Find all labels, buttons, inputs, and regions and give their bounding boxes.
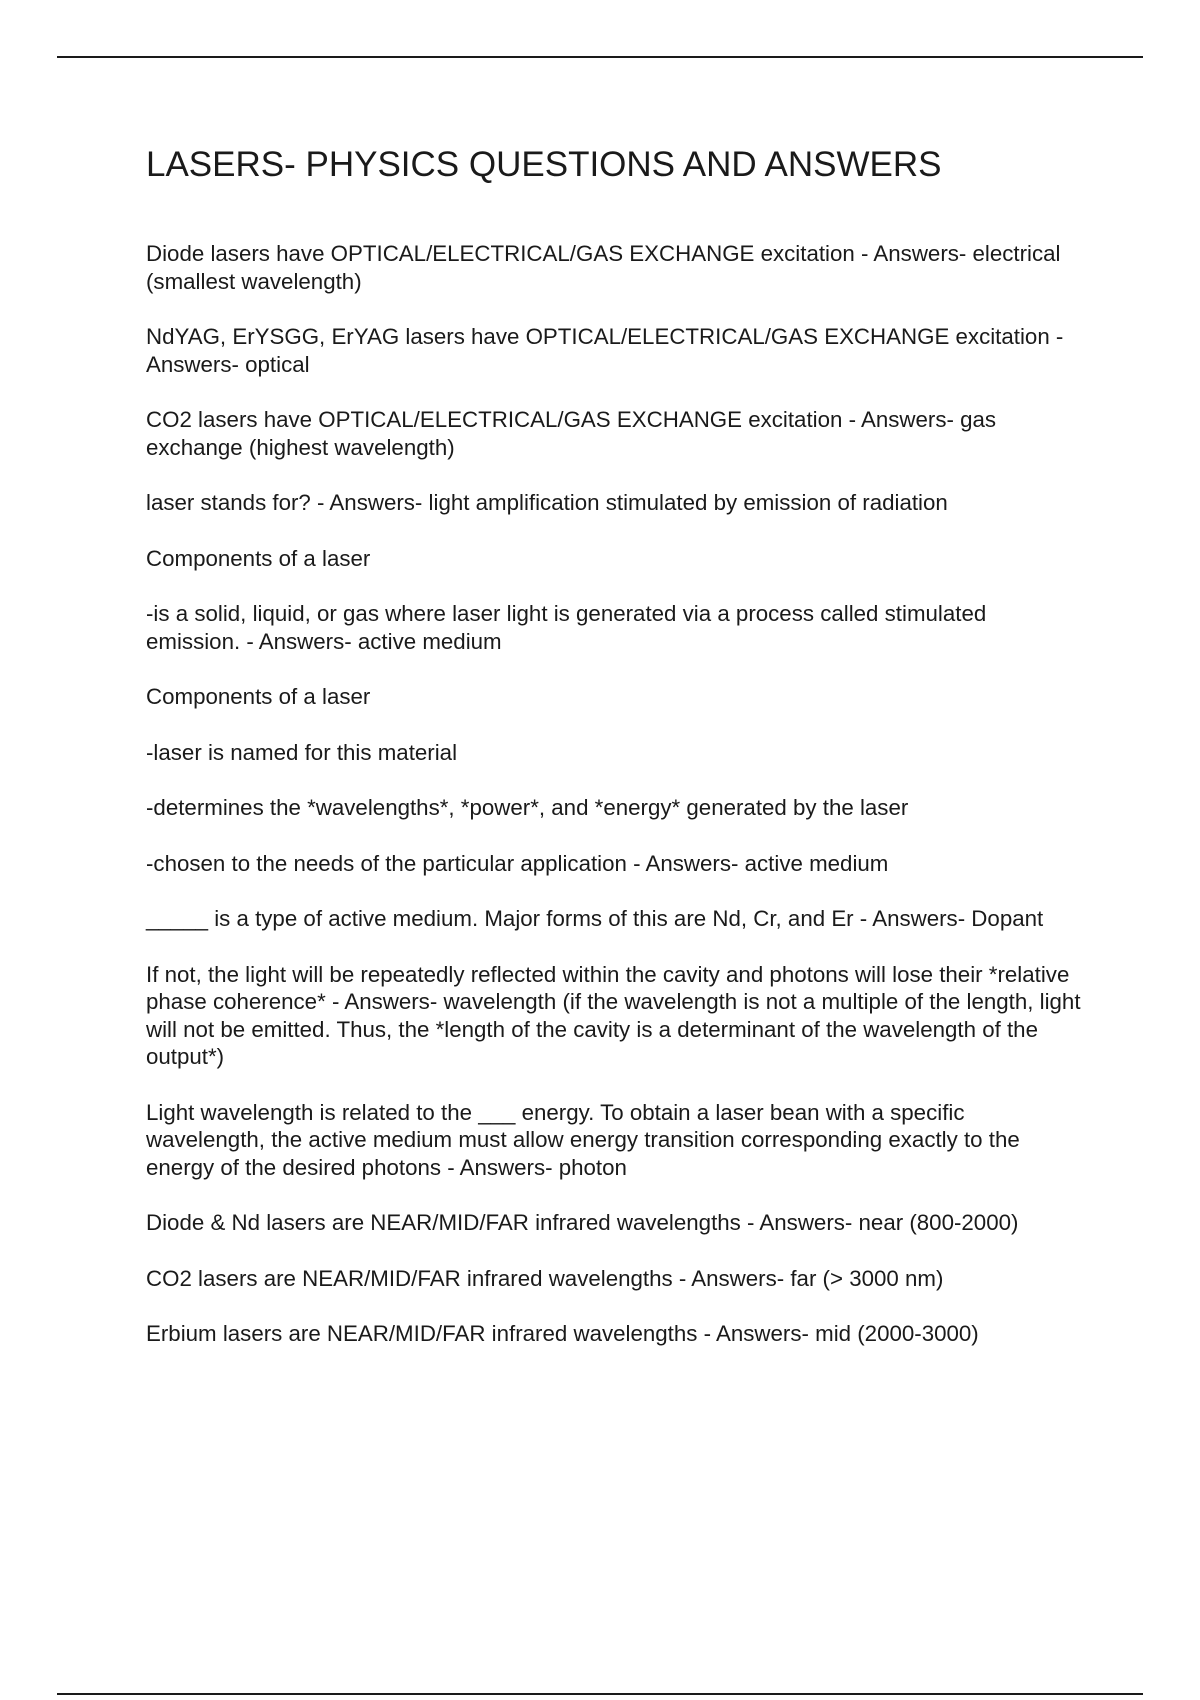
- qa-paragraph: Diode lasers have OPTICAL/ELECTRICAL/GAS EXCHANGE excitation - Answers- electrical (smallest wavelength): [146, 241, 1061, 294]
- qa-paragraph: _____ is a type of active medium. Major forms of this are Nd, Cr, and Er - Answers- Dopant: [146, 906, 1044, 931]
- qa-paragraph: -determines the *wavelengths*, *power*, and *energy* generated by the laser: [146, 795, 909, 820]
- qa-paragraph: -chosen to the needs of the particular application - Answers- active medium: [146, 850, 889, 876]
- qa-paragraph: Components of a laser: [146, 545, 371, 571]
- top-rule: [57, 56, 1143, 58]
- document-page: [146, 142, 1081, 1376]
- qa-paragraph: Components of a laser: [146, 684, 371, 709]
- qa-paragraph: NdYAG, ErYSGG, ErYAG lasers have OPTICAL/ELECTRICAL/GAS EXCHANGE excitation - Answers- optical: [146, 324, 1064, 377]
- qa-list: [146, 240, 1081, 1348]
- qa-paragraph: CO2 lasers have OPTICAL/ELECTRICAL/GAS EXCHANGE excitation - Answers- gas exchange (highest wavelength): [146, 407, 997, 460]
- qa-paragraph: If not, the light will be repeatedly reflected within the cavity and photons will lose their *relative phase coherence* - Answers- wavelength (if the wavelength is not a multiple of the length, light will not be emitted. Thus, the *length of the cavity is a determinant of the wavelength of the output*): [146, 961, 1081, 1069]
- qa-paragraph: Erbium lasers are NEAR/MID/FAR infrared wavelengths - Answers- mid (2000-3000): [146, 1321, 979, 1346]
- qa-paragraph: -laser is named for this material: [146, 739, 458, 765]
- qa-paragraph: laser stands for? - Answers- light amplification stimulated by emission of radiation: [146, 490, 948, 515]
- qa-paragraph: -is a solid, liquid, or gas where laser light is generated via a process called stimulated emission. - Answers- active medium: [146, 601, 987, 654]
- qa-paragraph: Light wavelength is related to the ___ energy. To obtain a laser bean with a specific wavelength, the active medium must allow energy transition corresponding exactly to the energy of the desired photons - Answers- photon: [146, 1099, 1020, 1180]
- qa-paragraph: Diode & Nd lasers are NEAR/MID/FAR infrared wavelengths - Answers- near (800-2000): [146, 1210, 1019, 1235]
- qa-paragraph: CO2 lasers are NEAR/MID/FAR infrared wavelengths - Answers- far (> 3000 nm): [146, 1265, 944, 1291]
- bottom-rule: [57, 1693, 1143, 1695]
- document-title: LASERS- PHYSICS QUESTIONS AND ANSWERS: [146, 145, 942, 184]
